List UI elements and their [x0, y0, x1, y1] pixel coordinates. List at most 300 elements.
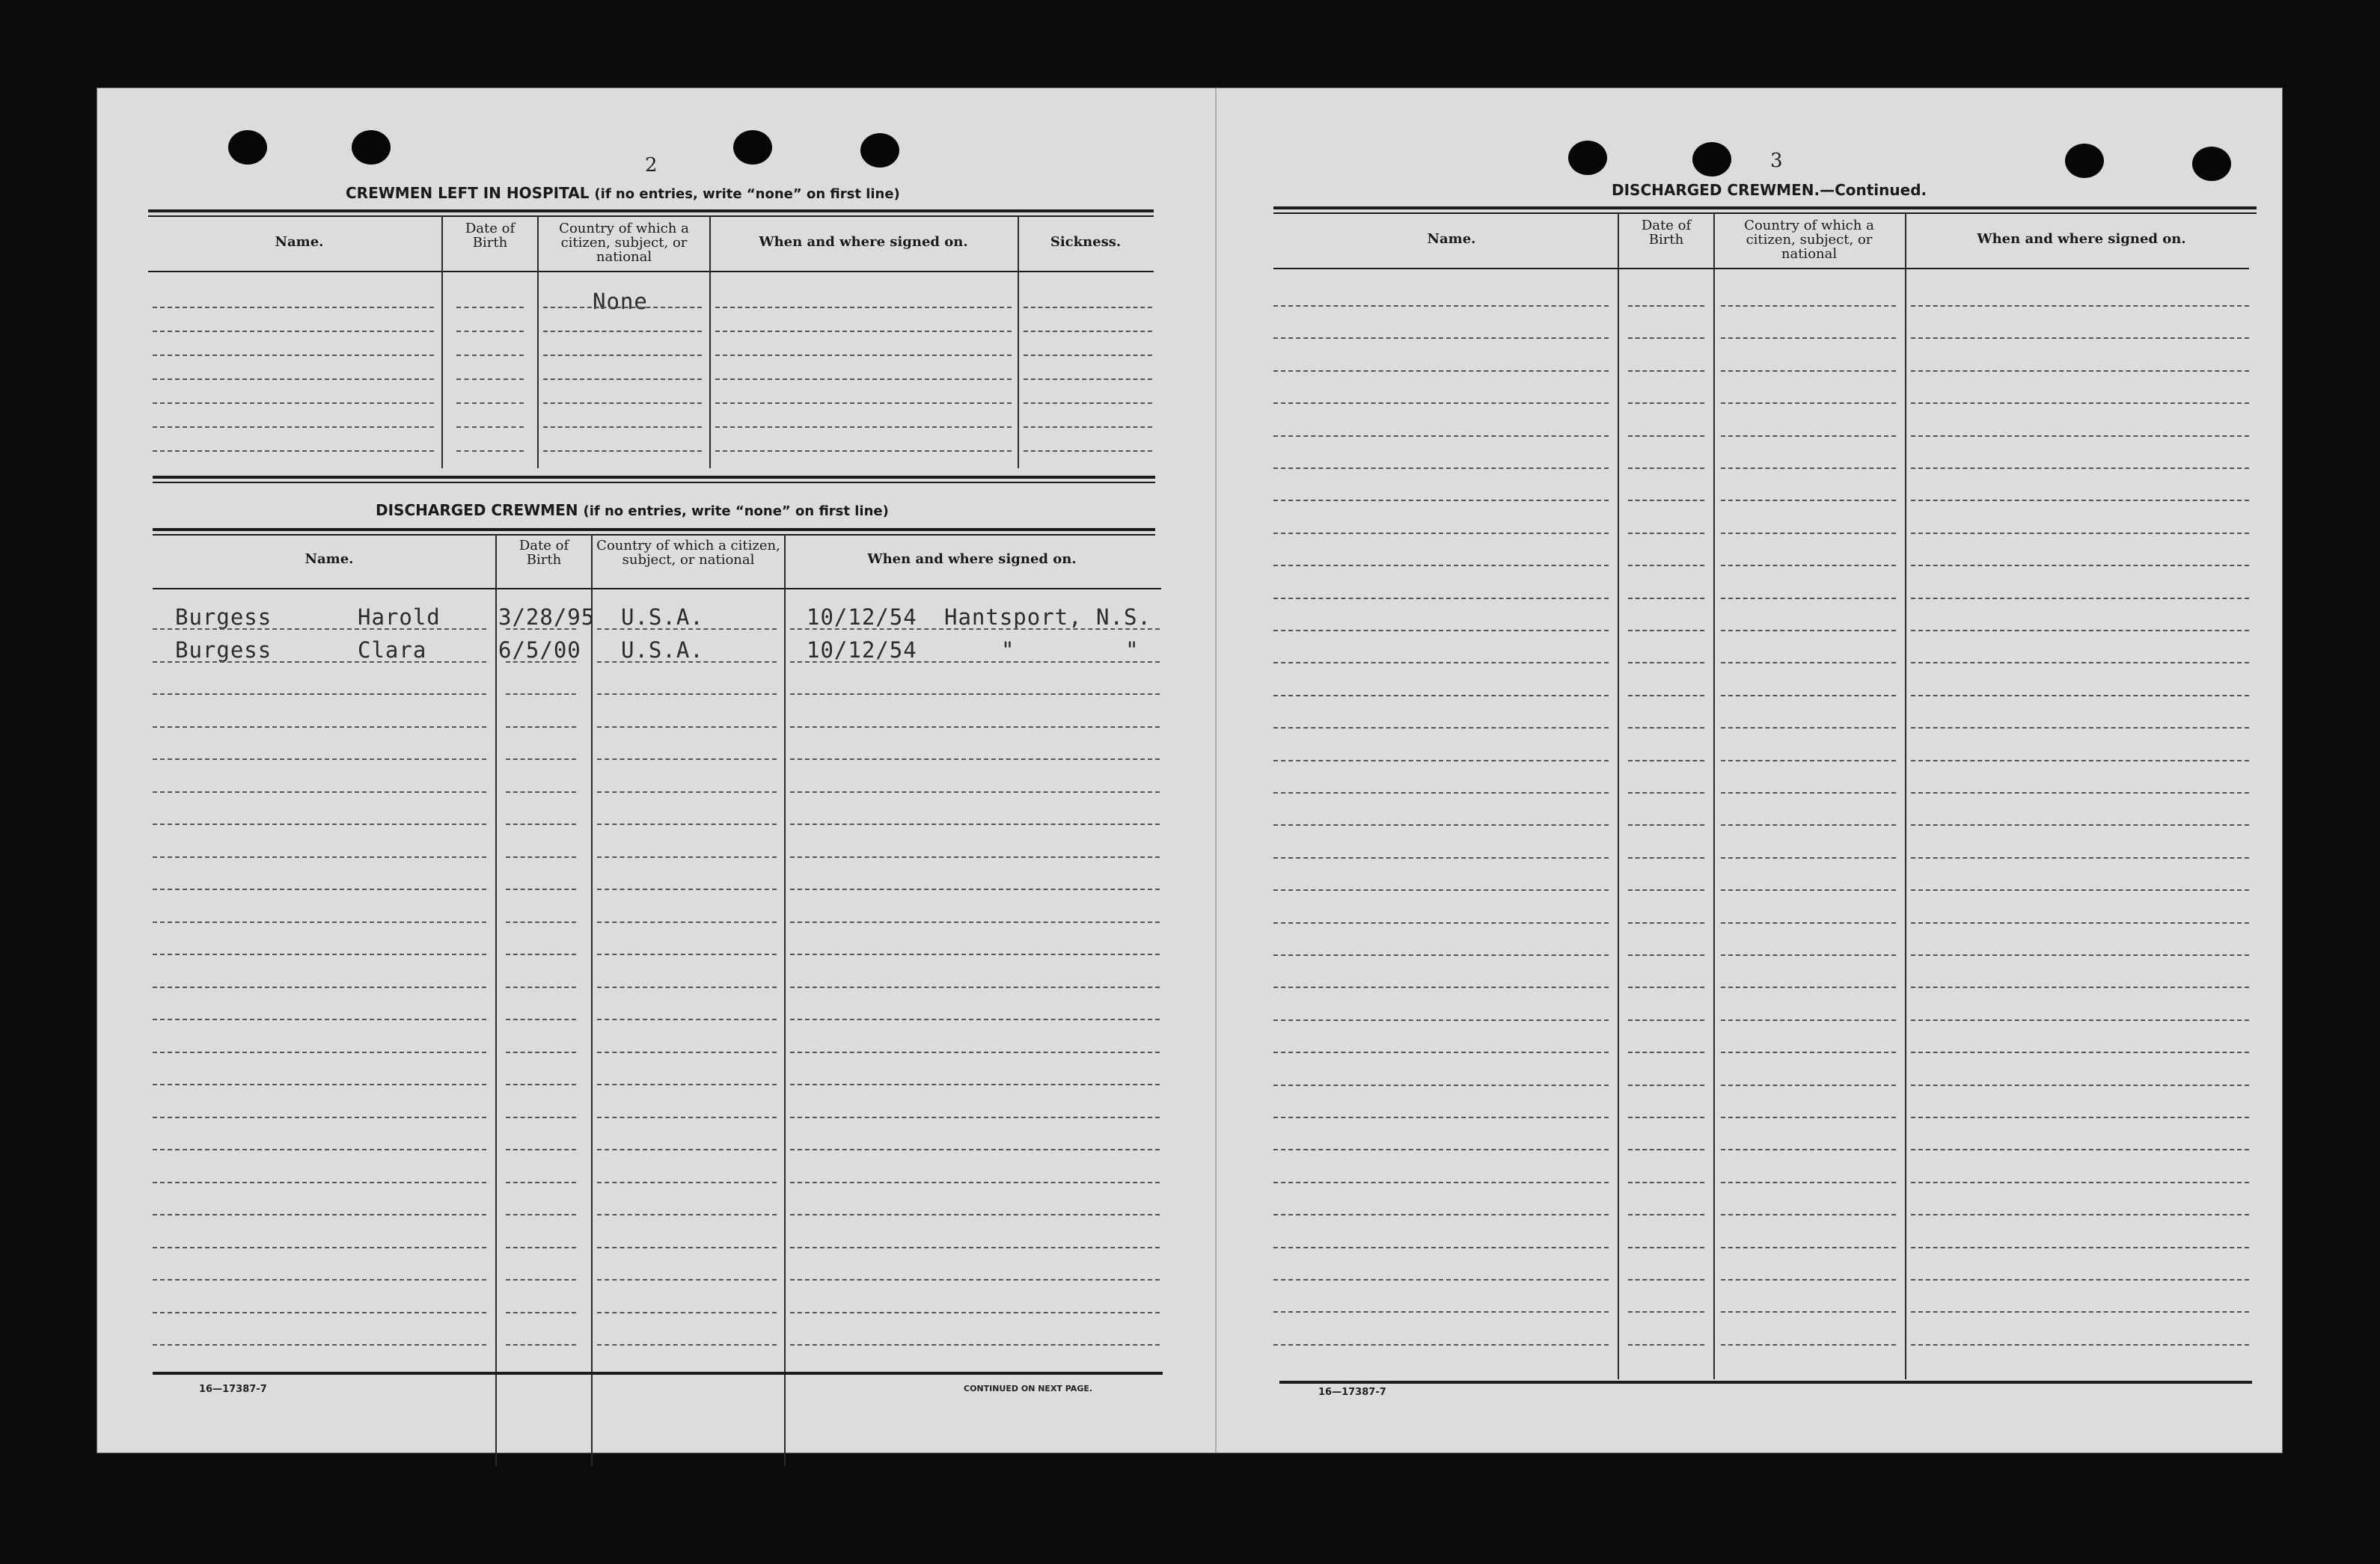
discharged-bottom-rule: [153, 1372, 1163, 1375]
ruled-line: [1911, 1182, 2249, 1183]
ruled-line: [1911, 630, 2249, 631]
ruled-line: [506, 628, 576, 630]
ruled-line: [715, 426, 1012, 428]
ruled-line: [1273, 760, 1609, 761]
ruled-line: [597, 628, 777, 630]
ruled-line: [506, 1247, 576, 1248]
ruled-line: [153, 661, 486, 663]
ruled-line: [715, 402, 1012, 404]
hospital-bottom-rule: [153, 476, 1155, 479]
ruled-line: [1628, 727, 1704, 729]
discharged-top-rule: [153, 528, 1155, 531]
right-col-divider: [1618, 212, 1619, 1379]
ruled-line: [1911, 1052, 2249, 1053]
ruled-line: [790, 1084, 1160, 1085]
ruled-line: [153, 954, 486, 955]
ruled-line: [597, 987, 777, 988]
ruled-line: [153, 726, 486, 728]
ruled-line: [597, 889, 777, 890]
ruled-line: [1721, 662, 1896, 663]
punch-hole: [1568, 141, 1607, 175]
ruled-line: [715, 450, 1012, 452]
ruled-line: [1721, 337, 1896, 339]
ruled-line: [1911, 922, 2249, 924]
entry-1-signed-place: Hantsport, N.S.: [944, 604, 1151, 630]
ruled-line: [1273, 435, 1609, 437]
ruled-line: [1273, 1311, 1609, 1313]
entry-1-signed-date: 10/12/54: [807, 604, 917, 630]
ruled-line: [715, 355, 1012, 356]
ruled-line: [153, 889, 486, 890]
ruled-line: [1628, 662, 1704, 663]
ruled-line: [790, 791, 1160, 793]
ruled-line: [1628, 889, 1704, 891]
ruled-line: [1628, 533, 1704, 534]
ruled-line: [1628, 954, 1704, 956]
ruled-line: [456, 331, 524, 332]
ruled-line: [790, 661, 1160, 663]
ruled-line: [506, 1214, 576, 1215]
ruled-line: [790, 1214, 1160, 1215]
hospital-title-note: (if no entries, write “none” on first line): [594, 186, 900, 202]
ruled-line: [715, 307, 1012, 308]
ruled-line: [790, 987, 1160, 988]
ruled-line: [1024, 307, 1152, 308]
hospital-col-name: Name.: [275, 234, 324, 250]
ruled-line: [456, 355, 524, 356]
ruled-line: [790, 1182, 1160, 1183]
hospital-title-text: CREWMEN LEFT IN HOSPITAL: [346, 184, 590, 202]
ruled-line: [1628, 857, 1704, 859]
ruled-line: [456, 307, 524, 308]
hospital-col-divider: [709, 215, 711, 468]
left-page-number: 2: [645, 154, 658, 177]
discharged-section-title: [376, 501, 889, 519]
ruled-line: [153, 1247, 486, 1248]
ruled-line: [790, 628, 1160, 630]
ruled-line: [1721, 792, 1896, 794]
ruled-line: [597, 758, 777, 760]
ruled-line: [506, 1344, 576, 1346]
discharged-col-divider: [784, 534, 786, 1466]
right-top-rule: [1273, 206, 2257, 209]
ruled-line: [1721, 954, 1896, 956]
ruled-line: [153, 426, 434, 428]
ruled-line: [153, 450, 434, 452]
ruled-line: [1911, 1344, 2249, 1346]
ruled-line: [153, 1312, 486, 1313]
ruled-line: [506, 1084, 576, 1085]
ruled-line: [543, 450, 702, 452]
ruled-line: [1628, 467, 1704, 469]
ruled-line: [1911, 467, 2249, 469]
ruled-line: [1911, 370, 2249, 372]
entry-2-given: Clara: [358, 637, 427, 663]
hospital-col-sickness: Sickness.: [1050, 234, 1122, 250]
ruled-line: [1273, 1344, 1609, 1346]
ruled-line: [153, 307, 434, 308]
right-top-rule-2: [1273, 212, 2257, 214]
ruled-line: [1273, 598, 1609, 599]
ruled-line: [790, 856, 1160, 858]
ruled-line: [715, 378, 1012, 380]
ruled-line: [506, 824, 576, 825]
ruled-line: [153, 758, 486, 760]
ruled-line: [153, 1019, 486, 1020]
ruled-line: [506, 1052, 576, 1053]
hospital-col-dob: Date of Birth: [465, 221, 516, 251]
ruled-line: [1721, 467, 1896, 469]
punch-hole: [2065, 144, 2104, 178]
punch-hole: [1692, 142, 1731, 177]
punch-hole: [2192, 147, 2231, 181]
ruled-line: [790, 889, 1160, 890]
discharged-top-rule-2: [153, 534, 1155, 536]
ruled-line: [1273, 402, 1609, 404]
ruled-line: [543, 426, 702, 428]
ruled-line: [597, 1117, 777, 1118]
ruled-line: [1911, 727, 2249, 729]
right-col-name: Name.: [1427, 231, 1476, 247]
ruled-line: [1628, 1085, 1704, 1086]
ruled-line: [506, 1149, 576, 1150]
ruled-line: [597, 1279, 777, 1281]
hospital-col-divider: [441, 215, 443, 468]
ruled-line: [1628, 305, 1704, 307]
hospital-col-divider: [1018, 215, 1019, 468]
right-form-number: 16—17387-7: [1318, 1387, 1386, 1398]
ruled-line: [1273, 889, 1609, 891]
ruled-line: [1911, 695, 2249, 696]
ruled-line: [456, 426, 524, 428]
ruled-line: [506, 1117, 576, 1118]
ruled-line: [506, 661, 576, 663]
ruled-line: [153, 921, 486, 923]
ruled-line: [1628, 824, 1704, 826]
ruled-line: [597, 824, 777, 825]
ruled-line: [597, 1052, 777, 1053]
ruled-line: [543, 378, 702, 380]
ruled-line: [153, 1344, 486, 1346]
right-col-dob: Date of Birth: [1641, 218, 1692, 248]
ruled-line: [1721, 1182, 1896, 1183]
ruled-line: [1628, 402, 1704, 404]
ruled-line: [1911, 1279, 2249, 1281]
ruled-line: [1024, 450, 1152, 452]
ruled-line: [1628, 695, 1704, 696]
ruled-line: [1911, 954, 2249, 956]
ruled-line: [790, 693, 1160, 695]
ruled-line: [597, 1019, 777, 1020]
discharged-header-rule: [153, 588, 1161, 589]
ruled-line: [597, 726, 777, 728]
ruled-line: [1628, 1279, 1704, 1281]
ruled-line: [790, 824, 1160, 825]
discharged-title-text: DISCHARGED CREWMEN: [376, 501, 578, 519]
ruled-line: [790, 1247, 1160, 1248]
ruled-line: [153, 791, 486, 793]
punch-hole: [228, 130, 267, 165]
ruled-line: [790, 1149, 1160, 1150]
ruled-line: [1273, 695, 1609, 696]
ruled-line: [1721, 987, 1896, 988]
ruled-line: [153, 1279, 486, 1281]
ruled-line: [1273, 1149, 1609, 1150]
discharged-col-name: Name.: [305, 551, 354, 567]
entry-2-signed-date: 10/12/54: [807, 637, 917, 663]
ruled-line: [1911, 337, 2249, 339]
ruled-line: [1273, 987, 1609, 988]
ruled-line: [506, 1312, 576, 1313]
discharged-title-note: (if no entries, write “none” on first line): [583, 503, 889, 519]
ruled-line: [1911, 857, 2249, 859]
ruled-line: [1628, 922, 1704, 924]
ruled-line: [1721, 1052, 1896, 1053]
ruled-line: [1273, 1279, 1609, 1281]
ruled-line: [1024, 355, 1152, 356]
ruled-line: [506, 726, 576, 728]
ruled-line: [597, 1214, 777, 1215]
ruled-line: [1628, 1149, 1704, 1150]
ruled-line: [506, 1279, 576, 1281]
ruled-line: [1273, 1117, 1609, 1118]
entry-1-country: U.S.A.: [621, 604, 704, 630]
ruled-line: [1273, 662, 1609, 663]
ruled-line: [153, 402, 434, 404]
ruled-line: [790, 1344, 1160, 1346]
hospital-section-title: [346, 184, 900, 202]
ruled-line: [1628, 1117, 1704, 1118]
ruled-line: [790, 758, 1160, 760]
ruled-line: [1721, 1279, 1896, 1281]
ruled-line: [1628, 1247, 1704, 1248]
ruled-line: [1273, 1214, 1609, 1215]
punch-hole: [860, 133, 899, 168]
ruled-line: [597, 1149, 777, 1150]
hospital-top-rule: [148, 209, 1154, 212]
ruled-line: [543, 307, 702, 308]
ruled-line: [1628, 1344, 1704, 1346]
discharged-col-divider: [495, 534, 497, 1466]
ruled-line: [456, 402, 524, 404]
ruled-line: [1911, 598, 2249, 599]
ruled-line: [1273, 565, 1609, 566]
ruled-line: [1911, 305, 2249, 307]
entry-2-country: U.S.A.: [621, 637, 704, 663]
ruled-line: [153, 1149, 486, 1150]
ruled-line: [790, 726, 1160, 728]
ruled-line: [1273, 1182, 1609, 1183]
ruled-line: [1721, 435, 1896, 437]
ruled-line: [1721, 824, 1896, 826]
right-col-divider: [1713, 212, 1715, 1379]
ruled-line: [597, 661, 777, 663]
ruled-line: [1273, 792, 1609, 794]
ruled-line: [456, 450, 524, 452]
right-section-title: DISCHARGED CREWMEN.—Continued.: [1612, 181, 1927, 199]
ruled-line: [1628, 598, 1704, 599]
ruled-line: [1721, 305, 1896, 307]
ruled-line: [506, 889, 576, 890]
ruled-line: [1911, 435, 2249, 437]
ruled-line: [1721, 1019, 1896, 1021]
ruled-line: [1911, 402, 2249, 404]
ruled-line: [597, 921, 777, 923]
ruled-line: [1911, 1247, 2249, 1248]
ruled-line: [153, 331, 434, 332]
ruled-line: [1911, 1085, 2249, 1086]
ruled-line: [597, 693, 777, 695]
ruled-line: [1911, 1214, 2249, 1215]
ruled-line: [1628, 337, 1704, 339]
ruled-line: [1911, 662, 2249, 663]
hospital-col-country: Country of which a citizen, subject, or national: [559, 221, 689, 265]
ruled-line: [790, 1019, 1160, 1020]
ruled-line: [1273, 630, 1609, 631]
ruled-line: [1628, 1214, 1704, 1215]
ruled-line: [1721, 1085, 1896, 1086]
ruled-line: [1721, 1247, 1896, 1248]
ruled-line: [1911, 1311, 2249, 1313]
ruled-line: [1024, 402, 1152, 404]
ruled-line: [153, 1117, 486, 1118]
entry-2-signed-place: " ": [1001, 637, 1139, 663]
ruled-line: [1273, 824, 1609, 826]
ruled-line: [1721, 760, 1896, 761]
ruled-line: [715, 331, 1012, 332]
ruled-line: [1024, 378, 1152, 380]
ruled-line: [790, 1279, 1160, 1281]
ruled-line: [597, 791, 777, 793]
continued-note: CONTINUED ON NEXT PAGE.: [964, 1384, 1093, 1393]
ruled-line: [1911, 500, 2249, 501]
ruled-line: [1628, 1052, 1704, 1053]
right-col-divider: [1905, 212, 1906, 1379]
entry-1-given: Harold: [358, 604, 441, 630]
hospital-top-rule-2: [148, 215, 1154, 217]
ruled-line: [1273, 1085, 1609, 1086]
hospital-entry-none: None: [593, 289, 648, 314]
ruled-line: [1911, 533, 2249, 534]
punch-hole: [733, 130, 772, 165]
ruled-line: [543, 355, 702, 356]
ruled-line: [1273, 727, 1609, 729]
entry-1-dob: 3/28/95: [498, 604, 596, 630]
right-col-signed: When and where signed on.: [1977, 231, 2186, 247]
ruled-line: [1911, 987, 2249, 988]
ruled-line: [153, 824, 486, 825]
ruled-line: [597, 1247, 777, 1248]
ruled-line: [1911, 760, 2249, 761]
page-fold: [1215, 88, 1217, 1453]
ruled-line: [597, 1182, 777, 1183]
ruled-line: [153, 378, 434, 380]
ruled-line: [506, 1019, 576, 1020]
ruled-line: [1911, 889, 2249, 891]
ruled-line: [1024, 426, 1152, 428]
ruled-line: [1628, 435, 1704, 437]
ruled-line: [1273, 857, 1609, 859]
ruled-line: [153, 1084, 486, 1085]
ruled-line: [153, 987, 486, 988]
ruled-line: [506, 1182, 576, 1183]
ruled-line: [1628, 370, 1704, 372]
ruled-line: [1628, 1019, 1704, 1021]
ruled-line: [506, 856, 576, 858]
entry-2-dob: 6/5/00: [498, 637, 581, 663]
ruled-line: [1911, 824, 2249, 826]
discharged-col-divider: [591, 534, 593, 1466]
ruled-line: [1721, 630, 1896, 631]
ruled-line: [1721, 857, 1896, 859]
ruled-line: [1628, 760, 1704, 761]
ruled-line: [1721, 402, 1896, 404]
ruled-line: [597, 856, 777, 858]
right-page-number: 3: [1770, 150, 1783, 172]
ruled-line: [1628, 792, 1704, 794]
ruled-line: [790, 921, 1160, 923]
ruled-line: [1024, 331, 1152, 332]
ruled-line: [1273, 370, 1609, 372]
ruled-line: [153, 1214, 486, 1215]
ruled-line: [1273, 305, 1609, 307]
ruled-line: [1721, 565, 1896, 566]
ruled-line: [506, 921, 576, 923]
ruled-line: [1273, 954, 1609, 956]
ruled-line: [790, 1117, 1160, 1118]
ruled-line: [1721, 1311, 1896, 1313]
ruled-line: [153, 856, 486, 858]
ruled-line: [1911, 1149, 2249, 1150]
ruled-line: [153, 628, 486, 630]
entry-1-surname: Burgess: [175, 604, 272, 630]
ruled-line: [506, 693, 576, 695]
ruled-line: [153, 693, 486, 695]
ruled-line: [153, 1182, 486, 1183]
ruled-line: [597, 1084, 777, 1085]
ruled-line: [1721, 1344, 1896, 1346]
ruled-line: [1721, 598, 1896, 599]
ruled-line: [456, 378, 524, 380]
ruled-line: [153, 355, 434, 356]
ruled-line: [506, 954, 576, 955]
ruled-line: [1721, 533, 1896, 534]
ruled-line: [1721, 889, 1896, 891]
ruled-line: [153, 1052, 486, 1053]
ruled-line: [1273, 1052, 1609, 1053]
ruled-line: [1721, 695, 1896, 696]
ruled-line: [1273, 1019, 1609, 1021]
ruled-line: [1721, 1117, 1896, 1118]
ruled-line: [790, 1052, 1160, 1053]
ruled-line: [1721, 922, 1896, 924]
ruled-line: [1911, 565, 2249, 566]
ruled-line: [597, 1344, 777, 1346]
ruled-line: [1721, 1149, 1896, 1150]
ruled-line: [1628, 1182, 1704, 1183]
ruled-line: [1273, 922, 1609, 924]
ruled-line: [597, 954, 777, 955]
ruled-line: [790, 1312, 1160, 1313]
right-col-country: Country of which a citizen, subject, or national: [1744, 218, 1874, 262]
discharged-col-country: Country of which a citizen, subject, or national: [596, 538, 780, 568]
ruled-line: [506, 987, 576, 988]
ruled-line: [543, 402, 702, 404]
discharged-col-signed: When and where signed on.: [867, 551, 1077, 567]
ruled-line: [1628, 565, 1704, 566]
ruled-line: [1273, 467, 1609, 469]
ledger-sheet: [97, 88, 2282, 1453]
